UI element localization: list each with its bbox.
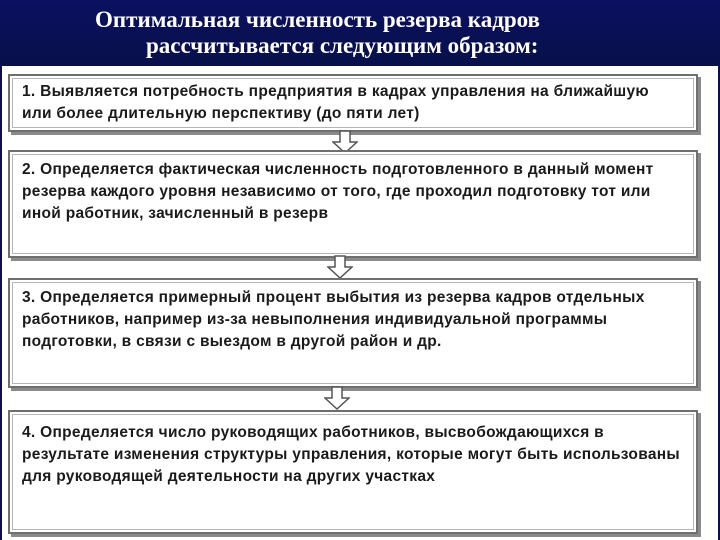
slide-title-line-1: Оптимальная численность резерва кадров xyxy=(95,7,540,32)
down-arrow-icon xyxy=(327,255,353,279)
step-box-3 xyxy=(8,278,698,388)
step-text-2: 2. Определяется фактическая численность подготовленного в данный момент резерва каждого уровня независимо от того, где проходил подготовку тот или иной работник, зачисленный в резерв xyxy=(22,161,654,222)
flow-diagram xyxy=(0,66,720,540)
step-text-1: 1. Выявляется потребность предприятия в кадрах управления на ближайшую или более длительную перспективу (до пяти лет) xyxy=(22,83,649,122)
slide-header xyxy=(0,0,720,66)
step-text-4: 4. Определяется число руководящих работников, высвобождающихся в результате изменения структуры управления, которые могут быть использованы для руководящей деятельности на других участках xyxy=(22,424,680,485)
step-box-4 xyxy=(8,410,698,534)
down-arrow-icon xyxy=(324,386,350,410)
step-box-2 xyxy=(8,150,698,258)
step-box-1 xyxy=(8,74,698,132)
step-text-3: 3. Определяется примерный процент выбытия из резерва кадров отдельных работников, например из-за невыполнения индивидуальной программы подготовки, в связи с выездом в другой район и др. xyxy=(22,289,645,350)
slide-title-line-2: рассчитывается следующим образом: xyxy=(146,33,539,58)
